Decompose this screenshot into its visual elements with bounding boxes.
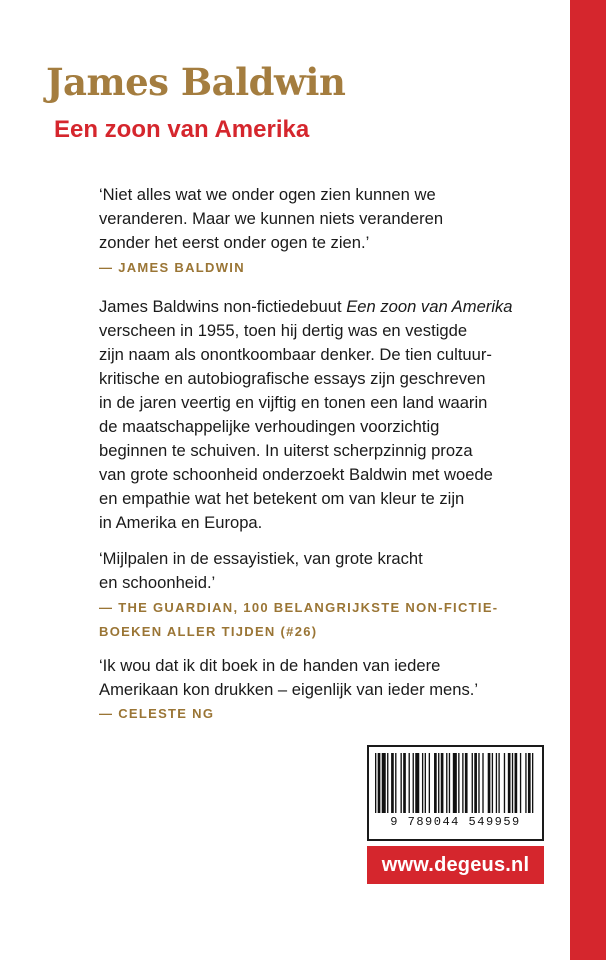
barcode-bar bbox=[458, 753, 459, 813]
blurb-line: kritische en autobiografische essays zijn geschreven bbox=[99, 369, 486, 388]
barcode-bar bbox=[496, 753, 497, 813]
barcode-bar bbox=[441, 753, 444, 813]
barcode-bar bbox=[462, 753, 463, 813]
quote-attribution: — THE GUARDIAN, 100 BELANGRIJKSTE NON-FICTIE- bbox=[99, 600, 499, 615]
barcode-bar bbox=[525, 753, 526, 813]
quote-attribution: BOEKEN ALLER TIJDEN (#26) bbox=[99, 624, 318, 639]
quote-line: Amerikaan kon drukken – eigenlijk van ieder mens.’ bbox=[99, 680, 479, 699]
barcode-bar bbox=[449, 753, 450, 813]
blurb-line: en empathie wat het betekent om van kleur te zijn bbox=[99, 489, 465, 508]
barcode-bar bbox=[488, 753, 491, 813]
barcode-bar bbox=[413, 753, 414, 813]
blurb-paragraph bbox=[99, 295, 549, 535]
barcode-bar bbox=[520, 753, 521, 813]
back-cover-text bbox=[99, 183, 549, 726]
barcode-bar bbox=[409, 753, 410, 813]
blurb-line: de maatschappelijke verhoudingen voorzichtig bbox=[99, 417, 440, 436]
barcode-bar bbox=[378, 753, 381, 813]
barcode-bar bbox=[400, 753, 401, 813]
barcode-bar bbox=[465, 753, 468, 813]
barcode-bar bbox=[474, 753, 477, 813]
barcode-bar bbox=[403, 753, 406, 813]
barcode-bar bbox=[453, 753, 457, 813]
quote-line: veranderen. Maar we kunnen niets veranderen bbox=[99, 209, 444, 228]
blurb-line: beginnen te schuiven. In uiterst scherpzinnig proza bbox=[99, 441, 473, 460]
quote-guardian bbox=[99, 547, 549, 644]
barcode-bar bbox=[395, 753, 396, 813]
isbn-barcode bbox=[367, 745, 544, 841]
barcode-bar bbox=[422, 753, 423, 813]
blurb-line: in de jaren veertig en vijftig en tonen een land waarin bbox=[99, 393, 488, 412]
blurb-line: zijn naam als onontkoombaar denker. De tien cultuur- bbox=[99, 345, 492, 364]
red-spine-stripe bbox=[570, 0, 606, 960]
barcode-bar bbox=[387, 753, 388, 813]
quote-attribution: — CELESTE NG bbox=[99, 706, 215, 721]
quote-attribution: — JAMES BALDWIN bbox=[99, 260, 245, 275]
quote-line: en schoonheid.’ bbox=[99, 573, 216, 592]
book-title: Een zoon van Amerika bbox=[54, 116, 310, 143]
barcode-bar bbox=[472, 753, 473, 813]
barcode-bar bbox=[478, 753, 479, 813]
barcode-bar bbox=[498, 753, 499, 813]
barcode-bar bbox=[438, 753, 439, 813]
quote-celeste-ng bbox=[99, 654, 549, 726]
barcode-bar bbox=[504, 753, 505, 813]
barcode-bar bbox=[415, 753, 419, 813]
barcode-bar bbox=[528, 753, 531, 813]
quote-line: ‘Ik wou dat ik dit boek in de handen van iedere bbox=[99, 656, 441, 675]
blurb-line: in Amerika en Europa. bbox=[99, 513, 263, 532]
barcode-bar bbox=[532, 753, 533, 813]
blurb-line-text: James Baldwins non-fictiedebuut bbox=[99, 297, 347, 316]
barcode-bar bbox=[391, 753, 394, 813]
quote-line: ‘Mijlpalen in de essayistiek, van grote kracht bbox=[99, 549, 423, 568]
barcode-bar bbox=[429, 753, 430, 813]
barcode-bar bbox=[382, 753, 386, 813]
blurb-line: van grote schoonheid onderzoekt Baldwin met woede bbox=[99, 465, 493, 484]
blurb-line bbox=[99, 295, 549, 319]
barcode-bar bbox=[492, 753, 493, 813]
publisher-website[interactable]: www.degeus.nl bbox=[367, 846, 544, 884]
barcode-bar bbox=[512, 753, 513, 813]
quote-baldwin bbox=[99, 183, 549, 280]
quote-line: zonder het eerst onder ogen te zien.’ bbox=[99, 233, 370, 252]
barcode-bar bbox=[375, 753, 376, 813]
blurb-title-italic: Een zoon van Amerika bbox=[346, 297, 513, 316]
barcode-bar bbox=[508, 753, 511, 813]
barcode-bar bbox=[515, 753, 518, 813]
barcode-bar bbox=[425, 753, 426, 813]
isbn-number: 9 789044 549959 bbox=[390, 815, 521, 829]
barcode-bars bbox=[375, 753, 536, 813]
barcode-bar bbox=[434, 753, 437, 813]
author-name: James Baldwin bbox=[46, 60, 346, 104]
blurb-line: verscheen in 1955, toen hij dertig was en vestigde bbox=[99, 321, 468, 340]
quote-line: ‘Niet alles wat we onder ogen zien kunnen we bbox=[99, 185, 436, 204]
barcode-bar bbox=[446, 753, 447, 813]
barcode-bar bbox=[482, 753, 483, 813]
